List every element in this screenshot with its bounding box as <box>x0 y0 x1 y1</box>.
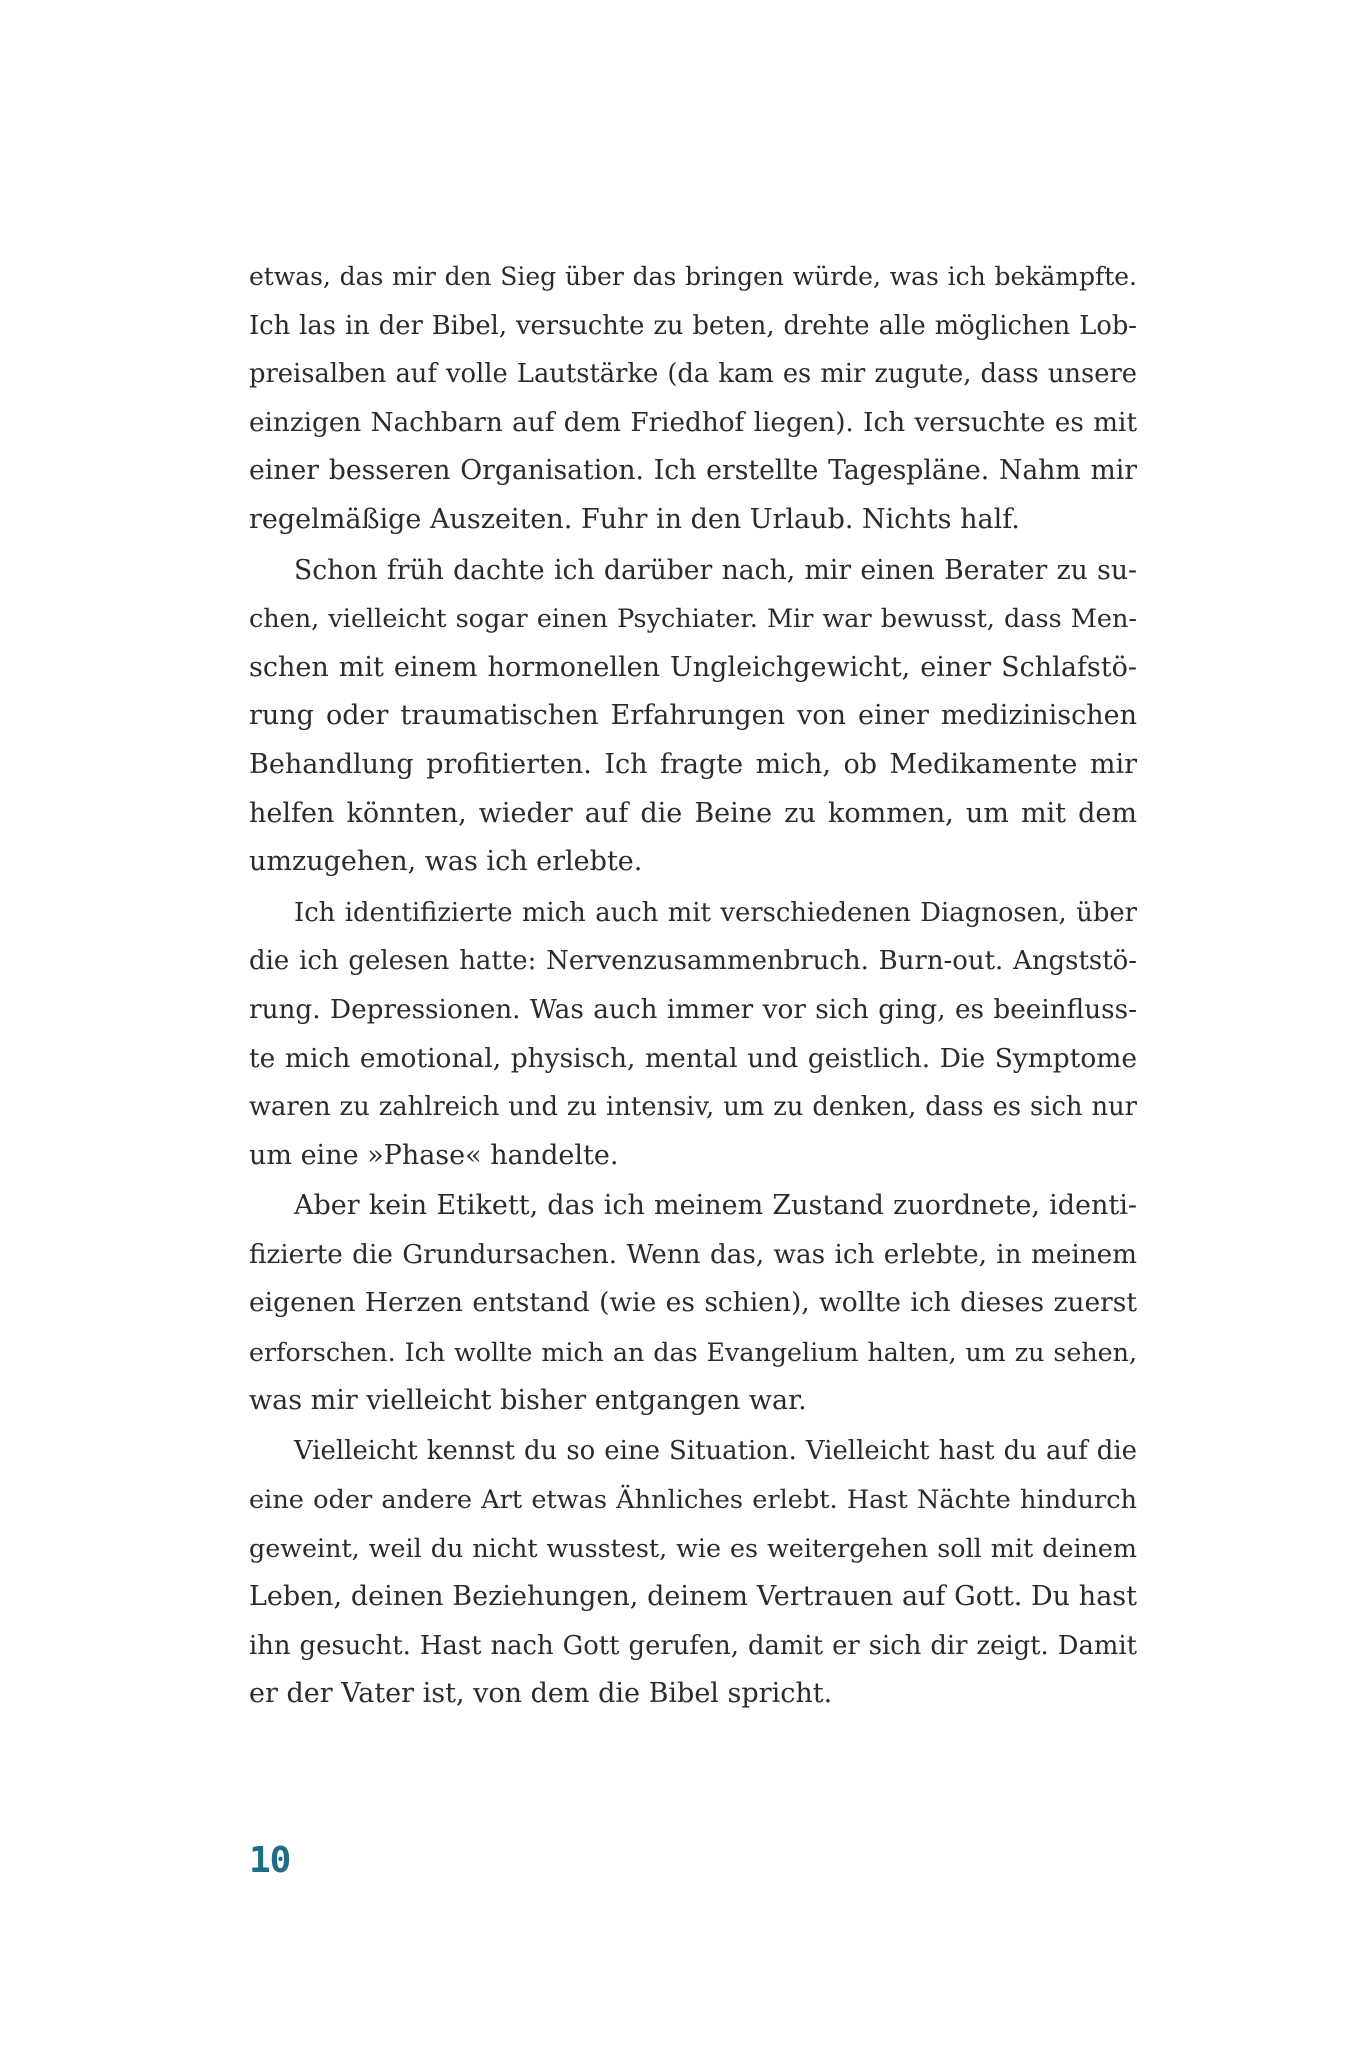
text-line: Ich las in der Bibel, versuchte zu beten, drehte alle möglichen Lob- <box>249 310 1137 341</box>
text-line: umzugehen, was ich erlebte. <box>249 846 643 878</box>
paragraph-2 <box>249 547 1137 887</box>
text-line: um eine »Phase« handelte. <box>249 1139 619 1171</box>
text-line: rung oder traumatischen Erfahrungen von einer medizinischen <box>249 700 1137 732</box>
text-line: Vielleicht kennst du so eine Situation. Vielleicht hast du auf die <box>294 1436 1137 1467</box>
text-line: Aber kein Etikett, das ich meinem Zustand zuordnete, identi- <box>294 1190 1137 1222</box>
text-line: chen, vielleicht sogar einen Psychiater. Mir war bewusst, dass Men- <box>249 604 1137 635</box>
text-line: geweint, weil du nicht wusstest, wie es weitergehen soll mit deinem <box>249 1533 1137 1564</box>
paragraph-4 <box>249 1182 1137 1425</box>
text-line: die ich gelesen hatte: Nervenzusammenbruch. Burn-out. Angststö- <box>249 946 1137 977</box>
text-line: Ich identifizierte mich auch mit verschiedenen Diagnosen, über <box>294 897 1137 928</box>
paragraph-5 <box>249 1427 1137 1719</box>
paragraph-3 <box>249 889 1137 1181</box>
text-line: waren zu zahlreich und zu intensiv, um zu denken, dass es sich nur <box>249 1092 1137 1123</box>
text-line: regelmäßige Auszeiten. Fuhr in den Urlaub. Nichts half. <box>249 503 1020 535</box>
body-text <box>249 253 1137 1719</box>
paragraph-1 <box>249 253 1137 545</box>
text-line: er der Vater ist, von dem die Bibel spricht. <box>249 1678 833 1710</box>
text-line: einzigen Nachbarn auf dem Friedhof liegen). Ich versuchte es mit <box>249 407 1137 438</box>
text-line: rung. Depressionen. Was auch immer vor sich ging, es beeinfluss- <box>249 994 1137 1025</box>
text-line: helfen könnten, wieder auf die Beine zu kommen, um mit dem <box>249 797 1137 829</box>
text-line: preisalben auf volle Lautstärke (da kam es mir zugute, dass unsere <box>249 359 1137 390</box>
text-line: was mir vielleicht bisher entgangen war. <box>249 1384 807 1416</box>
text-line: Leben, deinen Beziehungen, deinem Vertrauen auf Gott. Du hast <box>249 1581 1137 1613</box>
text-line: eigenen Herzen entstand (wie es schien), wollte ich dieses zuerst <box>249 1287 1137 1319</box>
text-line: te mich emotional, physisch, mental und geistlich. Die Symptome <box>249 1042 1137 1074</box>
text-line: erforschen. Ich wollte mich an das Evangelium halten, um zu sehen, <box>249 1337 1137 1368</box>
text-line: fizierte die Grundursachen. Wenn das, was ich erlebte, in meinem <box>249 1239 1137 1270</box>
text-line: Behandlung profitierten. Ich fragte mich, ob Medikamente mir <box>249 748 1137 780</box>
text-line: Schon früh dachte ich darüber nach, mir einen Berater zu su- <box>294 554 1137 586</box>
text-line: etwas, das mir den Sieg über das bringen würde, was ich bekämpfte. <box>249 262 1137 291</box>
text-line: ihn gesucht. Hast nach Gott gerufen, damit er sich dir zeigt. Damit <box>249 1630 1137 1661</box>
page-number: 10 <box>249 1840 291 1881</box>
text-line: einer besseren Organisation. Ich erstellte Tagespläne. Nahm mir <box>249 455 1137 487</box>
text-line: eine oder andere Art etwas Ähnliches erlebt. Hast Nächte hindurch <box>249 1484 1137 1515</box>
text-line: schen mit einem hormonellen Ungleichgewicht, einer Schlafstö- <box>249 651 1137 683</box>
